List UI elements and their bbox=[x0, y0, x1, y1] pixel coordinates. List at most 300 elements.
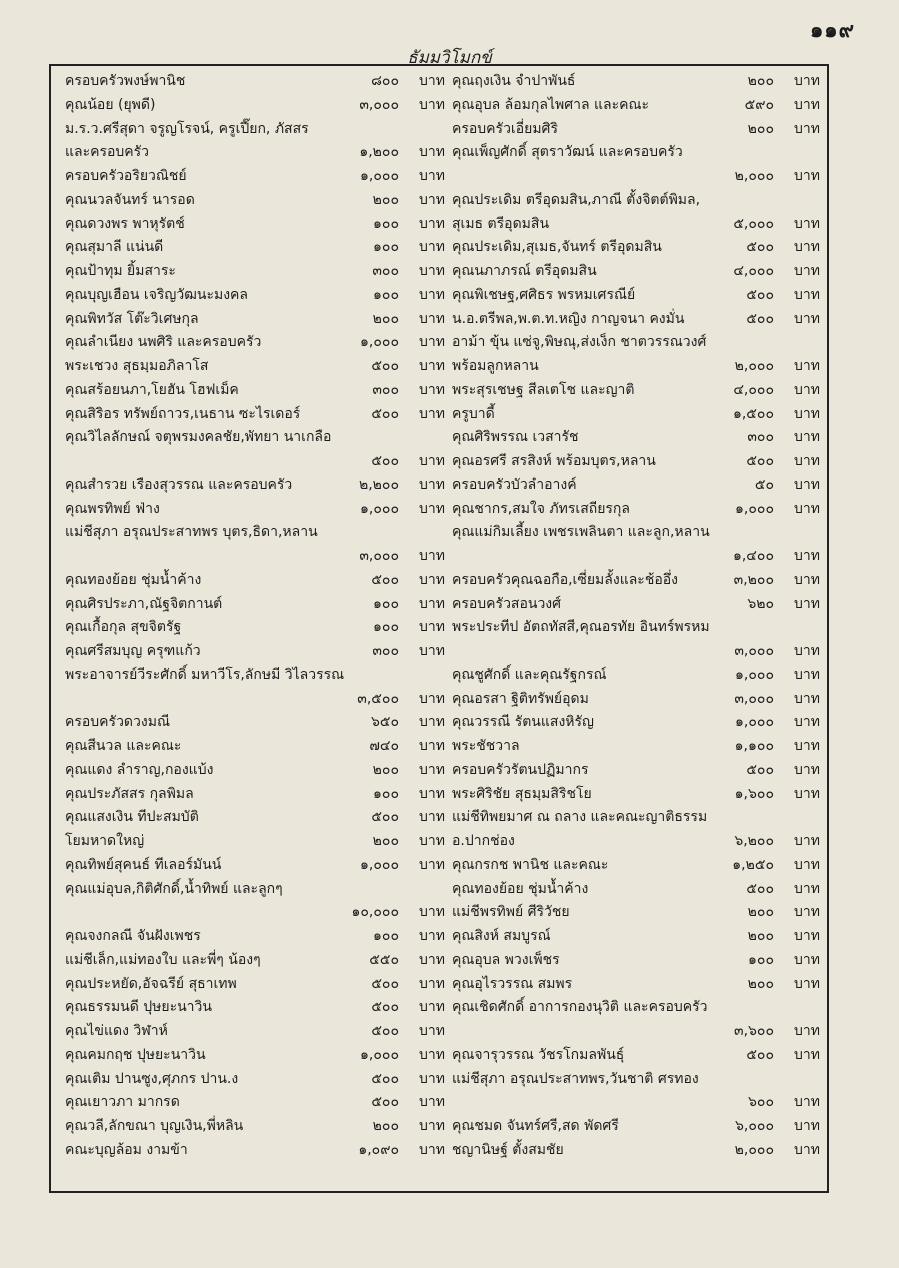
donation-amount: ๑,๐๐๐ bbox=[360, 334, 399, 351]
currency-unit: บาท bbox=[794, 310, 820, 327]
donor-name: พระชัชวาล bbox=[452, 738, 520, 754]
currency-unit: บาท bbox=[794, 856, 820, 873]
donation-row bbox=[65, 1020, 445, 1044]
currency-unit: บาท bbox=[419, 619, 445, 636]
donor-name: คุณแดง ลำราญ,กองแบ้ง bbox=[65, 761, 214, 778]
donor-name: ม.ร.ว.ศรีสุดา จรูญโรจน์, ครูเปี๊ยก, ภัสสร bbox=[65, 120, 309, 137]
donor-name: คุณสีนวล และคณะ bbox=[65, 738, 182, 754]
currency-unit: บาท bbox=[794, 1023, 820, 1039]
donation-row bbox=[452, 806, 820, 830]
currency-unit: บาท bbox=[419, 358, 445, 374]
donation-amount: ๑๐๐ bbox=[748, 951, 774, 968]
donation-amount: ๕๐๐ bbox=[371, 1094, 399, 1111]
donation-amount: ๑,๖๐๐ bbox=[734, 785, 774, 802]
donation-row bbox=[452, 783, 820, 807]
donation-amount: ๑๐,๐๐๐ bbox=[351, 904, 399, 921]
donation-amount: ๕๐๐ bbox=[371, 358, 399, 374]
currency-unit: บาท bbox=[419, 1094, 445, 1111]
donor-name: คุณเกื้อกุล สุขจิตรัฐ bbox=[65, 619, 182, 636]
donation-amount: ๓๐๐ bbox=[372, 381, 399, 398]
donation-amount: ๓๐๐ bbox=[372, 263, 399, 279]
donor-name: และครอบครัว bbox=[65, 144, 150, 161]
donation-row bbox=[65, 949, 445, 973]
donor-name: คุณวรรณี รัตนแสงหิรัญ bbox=[452, 714, 594, 731]
donation-amount: ๑,๒๐๐ bbox=[359, 144, 399, 161]
donation-row bbox=[65, 521, 445, 545]
donation-row bbox=[65, 284, 445, 308]
currency-unit: บาท bbox=[794, 168, 820, 184]
donation-row bbox=[452, 284, 820, 308]
currency-unit: บาท bbox=[419, 809, 445, 826]
donation-amount: ๒๐๐ bbox=[747, 904, 774, 921]
donation-amount: ๓,๕๐๐ bbox=[357, 690, 399, 707]
donation-row bbox=[65, 236, 445, 260]
donor-name: พระเชวง สุธมฺมอภิลาโส bbox=[65, 358, 209, 374]
currency-unit: บาท bbox=[794, 120, 820, 137]
donor-name: คุณประเดิม,สุเมธ,จันทร์ ตรีอุดมสิน bbox=[452, 239, 662, 256]
donation-row bbox=[452, 426, 820, 450]
donor-name: แม่ชีเล็ก,แม่ทองใบ และพี่ๆ น้องๆ bbox=[65, 951, 261, 968]
donation-amount: ๒๐๐ bbox=[372, 833, 399, 849]
currency-unit: บาท bbox=[419, 975, 445, 992]
donor-name: คุณบุญเฮือน เจริญวัฒนะมงคล bbox=[65, 286, 248, 303]
currency-unit: บาท bbox=[794, 381, 820, 398]
donor-name: คุณทิพย์สุคนธ์ ทีเลอร์มันน์ bbox=[65, 856, 222, 873]
currency-unit: บาท bbox=[794, 1094, 820, 1111]
donation-row bbox=[65, 973, 445, 997]
donor-name: คุณดวงพร พาหุรัตช์ bbox=[65, 215, 185, 232]
donation-row bbox=[65, 1044, 445, 1068]
donation-amount: ๔,๐๐๐ bbox=[733, 263, 774, 279]
donation-row bbox=[65, 189, 445, 213]
donor-name: คุณศรีสมบุญ ครุฑแก้ว bbox=[65, 643, 201, 659]
donation-amount: ๒๐๐ bbox=[747, 73, 774, 89]
donation-row bbox=[452, 545, 820, 569]
donation-amount: ๑,๐๐๐ bbox=[360, 856, 399, 873]
donation-row bbox=[65, 355, 445, 379]
donation-row bbox=[65, 854, 445, 878]
donation-amount: ๕๐๐ bbox=[371, 453, 399, 469]
currency-unit: บาท bbox=[794, 239, 820, 256]
donation-amount: ๒๐๐ bbox=[372, 310, 399, 327]
currency-unit: บาท bbox=[794, 880, 820, 897]
currency-unit: บาท bbox=[419, 381, 445, 398]
donation-amount: ๕๐๐ bbox=[746, 239, 774, 256]
donation-amount: ๒๐๐ bbox=[747, 928, 774, 944]
donation-amount: ๕๐๐ bbox=[371, 1023, 399, 1039]
currency-unit: บาท bbox=[419, 548, 445, 564]
donation-amount: ๒,๐๐๐ bbox=[734, 168, 774, 184]
donor-name: คุณอรสา ฐิติทรัพย์อุดม bbox=[452, 690, 589, 707]
donation-amount: ๗๔๐ bbox=[369, 738, 399, 754]
donor-name: คุณจารุวรรณ วัชรโกมลพันธุ์ bbox=[452, 1046, 625, 1063]
donation-amount: ๑,๐๐๐ bbox=[735, 666, 774, 683]
donor-name: คุณเยาวภา มากรด bbox=[65, 1094, 180, 1111]
donation-row bbox=[65, 1115, 445, 1139]
donation-row bbox=[65, 213, 445, 237]
donation-row bbox=[65, 118, 445, 142]
currency-unit: บาท bbox=[419, 1046, 445, 1063]
donor-name: คุณศิริพรรณ เวสารัช bbox=[452, 429, 579, 446]
currency-unit: บาท bbox=[419, 310, 445, 327]
donation-amount: ๕๐๐ bbox=[371, 999, 399, 1016]
currency-unit: บาท bbox=[794, 263, 820, 279]
donor-name: ชญานิษฐ์ ตั้งสมชัย bbox=[452, 1141, 564, 1158]
donation-row bbox=[452, 1020, 820, 1044]
currency-unit: บาท bbox=[794, 975, 820, 992]
donor-name: แม่ชีสุภา อรุณประสาทพร,วันชาติ ศรทอง bbox=[452, 1070, 699, 1087]
donation-amount: ๖๒๐ bbox=[747, 595, 774, 612]
donor-list-frame bbox=[49, 64, 829, 1193]
donation-amount: ๒๐๐ bbox=[372, 191, 399, 208]
donation-row bbox=[65, 806, 445, 830]
currency-unit: บาท bbox=[419, 334, 445, 351]
donation-row bbox=[452, 1115, 820, 1139]
donation-amount: ๒๐๐ bbox=[747, 975, 774, 992]
currency-unit: บาท bbox=[419, 738, 445, 754]
donation-row bbox=[65, 498, 445, 522]
currency-unit: บาท bbox=[419, 833, 445, 849]
donation-amount: ๕๐๐ bbox=[371, 809, 399, 826]
donor-name: แม่ชีทิพยมาศ ณ ถลาง และคณะญาติธรรม bbox=[452, 809, 708, 826]
donation-row bbox=[452, 165, 820, 189]
currency-unit: บาท bbox=[419, 263, 445, 279]
donor-name: คุณพิเชษฐ,ศศิธร พรหมเศรณีย์ bbox=[452, 286, 636, 303]
donation-amount: ๕๙๐ bbox=[744, 96, 774, 113]
donation-amount: ๑๐๐ bbox=[373, 215, 399, 232]
donation-row bbox=[65, 450, 445, 474]
donation-row bbox=[452, 1091, 820, 1115]
donor-column-left bbox=[65, 70, 445, 1163]
donation-row bbox=[452, 830, 820, 854]
donation-amount: ๑,๐๙๐ bbox=[358, 1141, 399, 1158]
donation-amount: ๒๐๐ bbox=[372, 761, 399, 778]
donation-amount: ๑๐๐ bbox=[373, 286, 399, 303]
currency-unit: บาท bbox=[419, 999, 445, 1016]
currency-unit: บาท bbox=[419, 215, 445, 232]
donor-name: น.อ.ตรีพล,พ.ต.ท.หญิง กาญจนา คงมั่น bbox=[452, 310, 685, 327]
donation-amount: ๖,๐๐๐ bbox=[735, 1118, 774, 1134]
page-number: ๑๑๙ bbox=[809, 18, 855, 42]
donation-row bbox=[65, 545, 445, 569]
donation-row bbox=[65, 331, 445, 355]
currency-unit: บาท bbox=[419, 239, 445, 256]
donor-name: คุณคมกฤช ปุษยะนาวิน bbox=[65, 1046, 206, 1063]
currency-unit: บาท bbox=[419, 191, 445, 208]
donor-name: ครอบครัวบัวลำอางค์ bbox=[452, 476, 577, 493]
donor-name: ครอบครัวดวงมณี bbox=[65, 714, 170, 731]
donation-amount: ๑,๕๐๐ bbox=[732, 405, 774, 422]
donor-name: พระอาจารย์วีระศักดิ์ มหาวีโร,ลักษมี วิไลวรรณ bbox=[65, 666, 345, 683]
currency-unit: บาท bbox=[794, 453, 820, 469]
donor-name: คุณวิไลลักษณ์ จตุพรมงคลชัย,พัทยา นาเกลือ bbox=[65, 429, 332, 446]
donation-row bbox=[65, 688, 445, 712]
currency-unit: บาท bbox=[794, 215, 820, 232]
currency-unit: บาท bbox=[794, 785, 820, 802]
donation-row bbox=[452, 141, 820, 165]
donation-amount: ๒,๐๐๐ bbox=[734, 358, 774, 374]
currency-unit: บาท bbox=[419, 405, 445, 422]
currency-unit: บาท bbox=[419, 500, 445, 517]
currency-unit: บาท bbox=[794, 500, 820, 517]
donor-name: คุณไข่แดง วิฬาห์ bbox=[65, 1023, 168, 1039]
donation-amount: ๕๐๐ bbox=[746, 880, 774, 897]
currency-unit: บาท bbox=[794, 833, 820, 849]
currency-unit: บาท bbox=[794, 761, 820, 778]
donor-name: พระประทีป อัตถทัสสี,คุณอรทัย อินทร์พรหม bbox=[452, 619, 710, 636]
donor-name: คุณเชิดศักดิ์ อาการกองนุวิติ และครอบครัว bbox=[452, 999, 708, 1016]
currency-unit: บาท bbox=[794, 595, 820, 612]
donation-row bbox=[452, 1044, 820, 1068]
currency-unit: บาท bbox=[419, 714, 445, 731]
donation-row bbox=[452, 688, 820, 712]
currency-unit: บาท bbox=[419, 453, 445, 469]
currency-unit: บาท bbox=[794, 666, 820, 683]
donation-row bbox=[452, 973, 820, 997]
donor-name: คุณชากร,สมใจ ภัทรเสถียรกุล bbox=[452, 500, 630, 517]
currency-unit: บาท bbox=[794, 1118, 820, 1134]
donation-row bbox=[65, 878, 445, 902]
donor-name: คุณธรรมนดี ปุษยะนาวิน bbox=[65, 999, 212, 1016]
donation-row bbox=[65, 996, 445, 1020]
currency-unit: บาท bbox=[419, 643, 445, 659]
donation-amount: ๓,๐๐๐ bbox=[734, 690, 774, 707]
currency-unit: บาท bbox=[794, 1141, 820, 1158]
donation-amount: ๕๐๐ bbox=[746, 1046, 774, 1063]
donation-row bbox=[65, 165, 445, 189]
donation-amount: ๖,๒๐๐ bbox=[734, 833, 774, 849]
donor-name: คุณแม่อุบล,กิติศักดิ์,น้ำทิพย์ และลูกๆ bbox=[65, 880, 283, 897]
donor-name: คุณพิทวัส โต๊ะวิเศษกุล bbox=[65, 310, 199, 327]
donation-row bbox=[65, 616, 445, 640]
donor-name: คุณทองย้อย ชุ่มน้ำค้าง bbox=[65, 571, 202, 588]
donation-amount: ๒๐๐ bbox=[372, 1118, 399, 1134]
currency-unit: บาท bbox=[794, 405, 820, 422]
donation-row bbox=[65, 735, 445, 759]
donor-name: อ.ปากช่อง bbox=[452, 833, 515, 849]
currency-unit: บาท bbox=[794, 928, 820, 944]
donation-row bbox=[452, 521, 820, 545]
donation-amount: ๑,๐๐๐ bbox=[360, 500, 399, 517]
donation-row bbox=[452, 213, 820, 237]
donation-row bbox=[65, 783, 445, 807]
donation-row bbox=[452, 403, 820, 427]
donor-name: ครอบครัวสอนวงศ์ bbox=[452, 595, 562, 612]
donation-amount: ๒,๐๐๐ bbox=[734, 1141, 774, 1158]
donor-name: ครอบครัวพงษ์พานิช bbox=[65, 73, 186, 89]
donation-row bbox=[452, 260, 820, 284]
donation-row bbox=[452, 331, 820, 355]
donation-row bbox=[452, 569, 820, 593]
donation-row bbox=[452, 308, 820, 332]
donor-name: คุณลำเนียง นพศิริ และครอบครัว bbox=[65, 334, 262, 351]
donor-name: คุณป้าทุม ยิ้มสาระ bbox=[65, 263, 176, 279]
donation-row bbox=[452, 878, 820, 902]
donation-row bbox=[452, 450, 820, 474]
currency-unit: บาท bbox=[419, 856, 445, 873]
donation-amount: ๓,๖๐๐ bbox=[734, 1023, 774, 1039]
donor-name: ครอบครัวคุณฉอกือ,เซี่ยมลั้งและช้ออึ่ง bbox=[452, 571, 678, 588]
donation-amount: ๑,๑๐๐ bbox=[734, 738, 774, 754]
currency-unit: บาท bbox=[419, 904, 445, 921]
currency-unit: บาท bbox=[794, 904, 820, 921]
donor-name: คุณประหยัด,อัจฉรีย์ สุธาเทพ bbox=[65, 975, 237, 992]
donation-row bbox=[452, 711, 820, 735]
donor-name: อาม้า ขุ้น แซ่จู,พิษณุ,ส่งเง็ก ชาตวรรณวงศ์ bbox=[452, 334, 707, 351]
currency-unit: บาท bbox=[419, 595, 445, 612]
donor-name: คุณสุมาลี แน่นดี bbox=[65, 239, 164, 256]
donor-name: แม่ชีสุภา อรุณประสาทพร บุตร,ธิดา,หลาน bbox=[65, 524, 318, 541]
currency-unit: บาท bbox=[419, 476, 445, 493]
donation-amount: ๑๐๐ bbox=[373, 595, 399, 612]
donor-name: คุณเพ็ญศักดิ์ สุตราวัฒน์ และครอบครัว bbox=[452, 144, 683, 161]
donation-row bbox=[452, 1068, 820, 1092]
donation-amount: ๓,๐๐๐ bbox=[359, 548, 399, 564]
donation-amount: ๕๐๐ bbox=[371, 405, 399, 422]
donation-row bbox=[452, 1139, 820, 1163]
currency-unit: บาท bbox=[419, 1141, 445, 1158]
donation-amount: ๕,๐๐๐ bbox=[733, 215, 774, 232]
donation-row bbox=[65, 901, 445, 925]
donor-name: สุเมธ ตรีอุดมสิน bbox=[452, 215, 550, 232]
donation-amount: ๑,๐๐๐ bbox=[735, 714, 774, 731]
donation-amount: ๓,๐๐๐ bbox=[734, 643, 774, 659]
donation-amount: ๑๐๐ bbox=[373, 239, 399, 256]
donation-row bbox=[452, 236, 820, 260]
currency-unit: บาท bbox=[419, 785, 445, 802]
donation-amount: ๑,๐๐๐ bbox=[360, 168, 399, 184]
donation-row bbox=[65, 925, 445, 949]
donation-amount: ๑๐๐ bbox=[373, 928, 399, 944]
donation-amount: ๓,๐๐๐ bbox=[359, 96, 399, 113]
donation-amount: ๑๐๐ bbox=[373, 619, 399, 636]
donor-name: คุณฤงเงิน จำปาพันธ์ bbox=[452, 73, 576, 89]
donation-row bbox=[452, 640, 820, 664]
donor-name: พร้อมลูกหลาน bbox=[452, 358, 539, 374]
currency-unit: บาท bbox=[794, 643, 820, 659]
donation-amount: ๑,๒๕๐ bbox=[732, 856, 774, 873]
donation-amount: ๓,๒๐๐ bbox=[733, 571, 774, 588]
donation-row bbox=[452, 996, 820, 1020]
donation-amount: ๘๐๐ bbox=[371, 73, 399, 89]
donation-row bbox=[65, 474, 445, 498]
donor-name: พระสุรเชษฐ สีลเตโช และญาติ bbox=[452, 381, 635, 398]
donation-row bbox=[65, 260, 445, 284]
donor-name: คุณน้อย (ยุพดี) bbox=[65, 96, 156, 113]
donation-amount: ๕๐๐ bbox=[746, 453, 774, 469]
donor-name: คุณแสงเงิน ทีปะสมบัติ bbox=[65, 809, 199, 826]
donor-name: โยมหาดใหญ่ bbox=[65, 833, 145, 849]
donor-name: คุณอุไรวรรณ สมพร bbox=[452, 975, 573, 992]
donor-name: คุณประเดิม ตรีอุดมสิน,ภาณี ตั้งจิตต์พิมล, bbox=[452, 191, 701, 208]
donation-row bbox=[452, 355, 820, 379]
donor-name: คุณศิรประภา,ณัฐจิตกานต์ bbox=[65, 595, 223, 612]
donation-amount: ๖๕๐ bbox=[370, 714, 399, 731]
donation-row bbox=[452, 498, 820, 522]
donation-amount: ๓๐๐ bbox=[747, 429, 774, 446]
donation-amount: ๕๐ bbox=[754, 476, 774, 493]
donor-name: คุณสำรวย เรืองสุวรรณ และครอบครัว bbox=[65, 476, 293, 493]
currency-unit: บาท bbox=[794, 714, 820, 731]
donor-name: คุณทองย้อย ชุ่มน้ำค้าง bbox=[452, 880, 589, 897]
donation-row bbox=[452, 118, 820, 142]
currency-unit: บาท bbox=[794, 358, 820, 374]
donor-name: คุณวลี,ลักขณา บุญเงิน,พี่หลิน bbox=[65, 1118, 244, 1134]
donation-amount: ๕๐๐ bbox=[371, 1070, 399, 1087]
donor-name: แม่ชีพรทิพย์ ศีริวัชย bbox=[452, 904, 570, 921]
donation-row bbox=[452, 70, 820, 94]
currency-unit: บาท bbox=[419, 571, 445, 588]
donation-row bbox=[452, 379, 820, 403]
donation-row bbox=[452, 949, 820, 973]
donor-name: คุณนภาภรณ์ ตรีอุดมสิน bbox=[452, 263, 597, 279]
currency-unit: บาท bbox=[794, 73, 820, 89]
page-header-title: ธัมมวิโมกข์ bbox=[407, 48, 492, 68]
donation-row bbox=[65, 711, 445, 735]
currency-unit: บาท bbox=[419, 928, 445, 944]
donation-amount: ๑,๐๐๐ bbox=[735, 500, 774, 517]
donor-name: ครอบครัวรัตนปฏิมากร bbox=[452, 761, 589, 778]
donation-row bbox=[65, 640, 445, 664]
currency-unit: บาท bbox=[419, 1118, 445, 1134]
donation-row bbox=[452, 854, 820, 878]
donation-amount: ๑๐๐ bbox=[373, 785, 399, 802]
donation-amount: ๒๐๐ bbox=[747, 120, 774, 137]
donation-row bbox=[452, 735, 820, 759]
donation-row bbox=[65, 379, 445, 403]
donation-row bbox=[452, 94, 820, 118]
donor-column-right bbox=[452, 70, 820, 1163]
donor-name: คุณพรทิพย์ ฟ่าง bbox=[65, 500, 160, 517]
donation-row bbox=[65, 569, 445, 593]
donor-name: คุณแม่กิมเลี้ยง เพชรเพลินตา และลูก,หลาน bbox=[452, 524, 710, 541]
donor-name: คุณอรศรี สรสิงห์ พร้อมบุตร,หลาน bbox=[452, 453, 656, 469]
donation-amount: ๕๕๐ bbox=[369, 951, 399, 968]
donation-row bbox=[65, 94, 445, 118]
currency-unit: บาท bbox=[794, 548, 820, 564]
donor-name: พระศิริชัย สุธมฺมสิริชโย bbox=[452, 785, 592, 802]
donation-row bbox=[452, 616, 820, 640]
donation-row bbox=[65, 1068, 445, 1092]
donation-row bbox=[65, 426, 445, 450]
donation-row bbox=[452, 664, 820, 688]
donation-amount: ๖๐๐ bbox=[748, 1094, 774, 1111]
donor-name: คุณกรกช พานิช และคณะ bbox=[452, 856, 609, 873]
donor-name: คุณจงกลณี จันฝังเพชร bbox=[65, 928, 201, 944]
donation-row bbox=[65, 593, 445, 617]
donation-row bbox=[65, 759, 445, 783]
donor-name: ครอบครัวเอี่ยมศิริ bbox=[452, 120, 558, 137]
donation-amount: ๕๐๐ bbox=[371, 571, 399, 588]
donation-row bbox=[65, 70, 445, 94]
currency-unit: บาท bbox=[419, 144, 445, 161]
donor-name: คุณเติม ปานซูง,ศุภกร ปาน.ง bbox=[65, 1070, 239, 1087]
donation-amount: ๕๐๐ bbox=[746, 286, 774, 303]
currency-unit: บาท bbox=[419, 168, 445, 184]
donor-name: คุณนวลจันทร์ นารอด bbox=[65, 191, 195, 208]
currency-unit: บาท bbox=[794, 951, 820, 968]
currency-unit: บาท bbox=[419, 761, 445, 778]
donation-row bbox=[65, 403, 445, 427]
donor-name: คุณประภัสสร กุลพิมล bbox=[65, 785, 194, 802]
donor-name: ครูบาดี้ bbox=[452, 405, 495, 422]
currency-unit: บาท bbox=[419, 96, 445, 113]
currency-unit: บาท bbox=[419, 1023, 445, 1039]
donation-amount: ๕๐๐ bbox=[746, 310, 774, 327]
currency-unit: บาท bbox=[419, 951, 445, 968]
currency-unit: บาท bbox=[794, 476, 820, 493]
donation-amount: ๒,๒๐๐ bbox=[359, 476, 399, 493]
